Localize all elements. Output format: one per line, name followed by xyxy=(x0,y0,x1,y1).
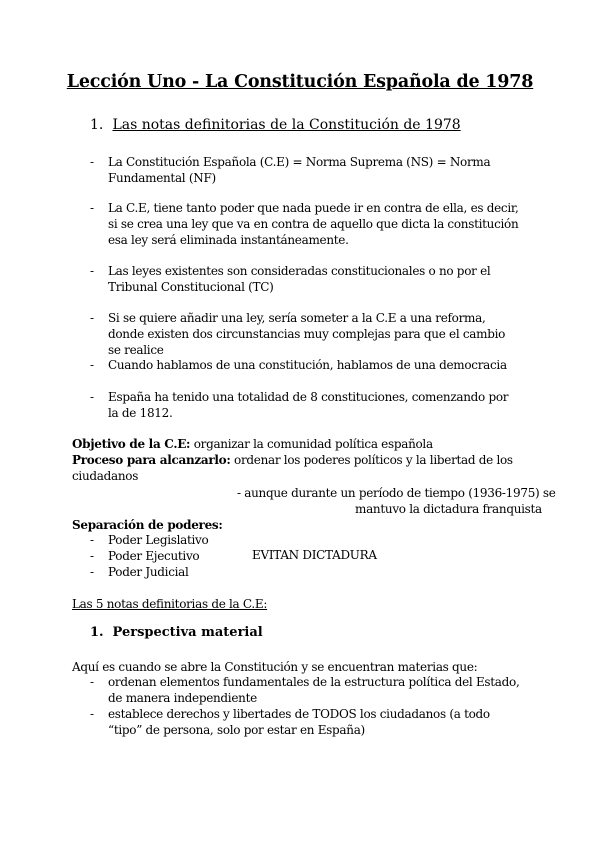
bullet-dash: - xyxy=(90,565,94,579)
dictadura-note-line1: - aunque durante un período de tiempo (1936-1975) se xyxy=(237,486,556,500)
poder-item: Poder Judicial xyxy=(108,565,189,579)
list-item xyxy=(90,548,199,564)
section-number: 1. xyxy=(90,117,104,133)
list-item-text: Si se quiere añadir una ley, sería someter a la C.E a una reforma, donde existen dos circunstancias muy complejas para que el cambio se realice xyxy=(108,311,506,357)
list-item xyxy=(90,310,520,358)
proceso-label: Proceso para alcanzarlo: xyxy=(72,453,231,467)
proceso-paragraph xyxy=(72,452,532,484)
list-item xyxy=(90,154,520,186)
separacion-label: Separación de poderes: xyxy=(72,518,223,532)
proceso-text: ordenar los poderes políticos y la libertad de los ciudadanos xyxy=(72,453,513,483)
list-item xyxy=(90,389,520,421)
poder-item: Poder Legislativo xyxy=(108,533,209,547)
bullet-dash: - xyxy=(90,311,94,325)
list-item-text: La Constitución Española (C.E) = Norma Suprema (NS) = Norma Fundamental (NF) xyxy=(108,155,491,185)
bullet-dash: - xyxy=(90,549,94,563)
list-item-text: ordenan elementos fundamentales de la estructura política del Estado, de manera independiente xyxy=(108,675,520,705)
page-title: Lección Uno - La Constitución Española de 1978 xyxy=(66,72,534,92)
list-item-text: La C.E, tiene tanto poder que nada puede ir en contra de ella, es decir, si se crea una ley que va en contra de aquello que dicta la constitución esa ley será eliminada instantáneamente. xyxy=(108,201,519,247)
list-item xyxy=(90,674,520,706)
bullet-dash: - xyxy=(90,533,94,547)
bullet-dash: - xyxy=(90,358,94,372)
section-heading-perspectiva xyxy=(90,625,263,640)
section-title: Perspectiva material xyxy=(112,625,263,640)
objetivo-label: Objetivo de la C.E: xyxy=(72,437,191,451)
list-item-text: España ha tenido una totalidad de 8 constituciones, comenzando por la de 1812. xyxy=(108,390,509,420)
list-item-text: Las leyes existentes son consideradas constitucionales o no por el Tribunal Constitucional (TC) xyxy=(108,264,491,294)
list-item-text: establece derechos y libertades de TODOS los ciudadanos (a todo “tipo” de persona, solo por estar en España) xyxy=(108,707,490,737)
poder-item: Poder Ejecutivo xyxy=(108,549,200,563)
bullet-dash: - xyxy=(90,155,94,169)
list-item xyxy=(90,532,208,548)
objetivo-paragraph xyxy=(72,436,532,452)
list-item-text: Cuando hablamos de una constitución, hablamos de una democracia xyxy=(108,358,507,372)
dictadura-note-line2: mantuvo la dictadura franquista xyxy=(355,502,542,516)
list-item xyxy=(90,200,520,248)
section-heading-notas-definitorias xyxy=(90,117,461,133)
objetivo-text: organizar la comunidad política española xyxy=(190,437,433,451)
bullet-dash: - xyxy=(90,675,94,689)
bullet-dash: - xyxy=(90,390,94,404)
section-title: Las notas definitorias de la Constitución de 1978 xyxy=(112,117,461,133)
list-item xyxy=(90,706,520,738)
list-item xyxy=(90,357,520,373)
notas-heading: Las 5 notas definitorias de la C.E: xyxy=(72,597,268,611)
bullet-dash: - xyxy=(90,264,94,278)
list-item xyxy=(90,263,520,295)
section-number: 1. xyxy=(90,625,104,640)
separacion-heading xyxy=(72,517,532,533)
bullet-dash: - xyxy=(90,707,94,721)
list-item xyxy=(90,564,189,580)
intro-paragraph: Aquí es cuando se abre la Constitución y se encuentran materias que: xyxy=(72,660,478,674)
bullet-dash: - xyxy=(90,201,94,215)
evitan-dictadura-note: EVITAN DICTADURA xyxy=(252,548,377,562)
